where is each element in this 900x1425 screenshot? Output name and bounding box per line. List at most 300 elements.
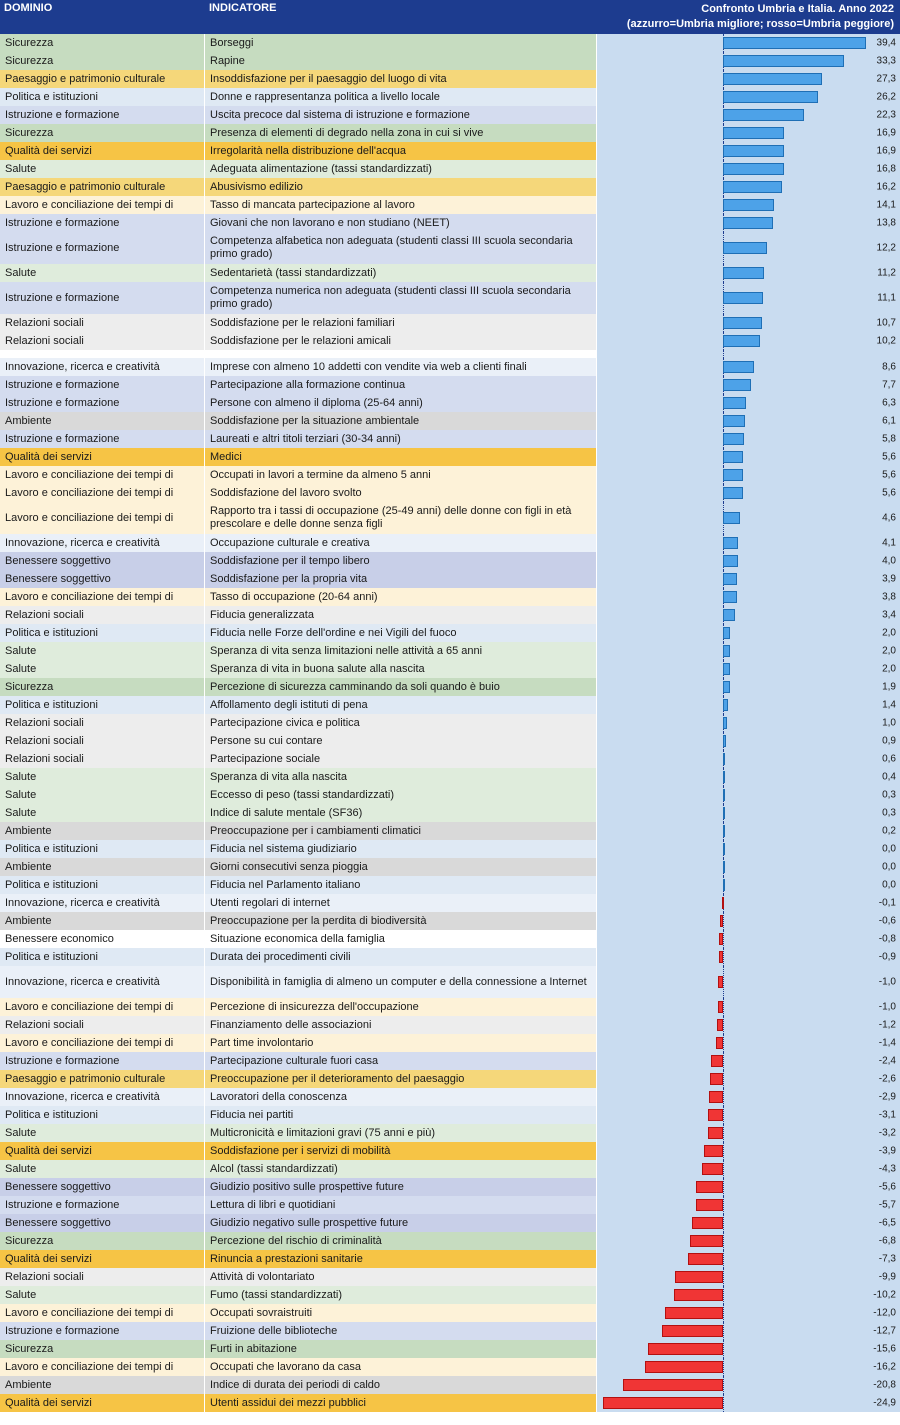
cell-bar [597,1016,900,1034]
cell-bar [597,1106,900,1124]
cell-dominio: Lavoro e conciliazione dei tempi di [0,588,205,606]
bar [723,735,726,747]
cell-dominio: Benessere soggettivo [0,1178,205,1196]
cell-bar [597,430,900,448]
bar [723,109,804,121]
cell-bar [597,552,900,570]
zero-axis [723,1358,724,1376]
cell-indicatore: Utenti assidui dei mezzi pubblici [205,1394,597,1412]
bar-value-label: -0,8 [878,933,896,945]
bar-value-label: 5,8 [882,433,896,445]
cell-dominio: Relazioni sociali [0,750,205,768]
bar-value-label: 0,0 [882,861,896,873]
table-row [0,70,900,88]
cell-bar [597,214,900,232]
table-row [0,1106,900,1124]
column-header-indicatore: INDICATORE [209,2,277,14]
cell-indicatore: Multicronicità e limitazioni gravi (75 anni e più) [205,1124,597,1142]
bar-value-label: -6,5 [878,1217,896,1229]
cell-bar [597,840,900,858]
cell-indicatore: Occupati in lavori a termine da almeno 5 anni [205,466,597,484]
cell-indicatore: Durata dei procedimenti civili [205,948,597,966]
cell-dominio: Lavoro e conciliazione dei tempi di [0,1358,205,1376]
zero-axis [723,1088,724,1106]
table-row [0,1268,900,1286]
table-row [0,214,900,232]
table-row [0,1358,900,1376]
table-row [0,448,900,466]
cell-bar [597,1340,900,1358]
cell-bar [597,1070,900,1088]
cell-dominio: Relazioni sociali [0,732,205,750]
table-row [0,466,900,484]
cell-bar [597,1034,900,1052]
zero-axis [723,1340,724,1358]
table-row [0,876,900,894]
cell-indicatore: Tasso di occupazione (20-64 anni) [205,588,597,606]
table-row [0,966,900,998]
bar-value-label: 0,0 [882,843,896,855]
table-row [0,750,900,768]
zero-axis [723,1196,724,1214]
chart-title-line1: Confronto Umbria e Italia. Anno 2022 [701,3,894,15]
zero-axis [723,1250,724,1268]
cell-bar [597,588,900,606]
bar-value-label: -6,8 [878,1235,896,1247]
table-row [0,840,900,858]
cell-dominio: Sicurezza [0,678,205,696]
cell-bar [597,1142,900,1160]
bar-value-label: 8,6 [882,361,896,373]
cell-dominio: Istruzione e formazione [0,1196,205,1214]
cell-indicatore: Partecipazione alla formazione continua [205,376,597,394]
bar-value-label: 4,0 [882,555,896,567]
cell-bar [597,570,900,588]
cell-dominio: Innovazione, ricerca e creatività [0,894,205,912]
zero-axis [723,1052,724,1070]
cell-bar [597,1088,900,1106]
bar-value-label: 16,9 [876,127,896,139]
cell-bar [597,534,900,552]
cell-dominio: Istruzione e formazione [0,376,205,394]
bar [690,1235,723,1247]
cell-bar [597,1250,900,1268]
table-row [0,1142,900,1160]
bar [603,1397,723,1409]
cell-indicatore: Giudizio negativo sulle prospettive future [205,1214,597,1232]
bar [723,469,743,481]
cell-dominio: Ambiente [0,858,205,876]
table-row [0,124,900,142]
cell-dominio: Politica e istituzioni [0,1106,205,1124]
table-row [0,376,900,394]
bar-value-label: 5,6 [882,451,896,463]
cell-bar [597,196,900,214]
cell-bar [597,70,900,88]
bar [719,933,723,945]
bar-value-label: -24,9 [873,1397,896,1409]
table-row [0,912,900,930]
cell-indicatore: Persone con almeno il diploma (25-64 anni) [205,394,597,412]
bar-value-label: 11,2 [877,267,896,279]
cell-bar [597,1052,900,1070]
bar [723,292,763,304]
table-row [0,858,900,876]
cell-indicatore: Soddisfazione per la situazione ambientale [205,412,597,430]
chart-title [597,0,900,34]
cell-dominio: Benessere economico [0,930,205,948]
bar [723,591,737,603]
cell-indicatore: Part time involontario [205,1034,597,1052]
bar [708,1127,723,1139]
cell-indicatore: Percezione di insicurezza dell'occupazione [205,998,597,1016]
cell-dominio: Lavoro e conciliazione dei tempi di [0,1304,205,1322]
cell-dominio: Istruzione e formazione [0,1322,205,1340]
cell-indicatore: Giorni consecutivi senza pioggia [205,858,597,876]
table-row [0,142,900,160]
cell-bar [597,1178,900,1196]
zero-axis [723,1106,724,1124]
table-row [0,1340,900,1358]
cell-dominio: Istruzione e formazione [0,232,205,264]
cell-dominio: Relazioni sociali [0,314,205,332]
bar [704,1145,723,1157]
bar-value-label: 4,6 [882,512,896,524]
table-row [0,484,900,502]
bar [723,487,743,499]
cell-bar [597,948,900,966]
table-row [0,196,900,214]
bar-value-label: 0,4 [882,771,896,783]
bar [723,267,764,279]
cell-dominio: Relazioni sociali [0,1016,205,1034]
table-row [0,534,900,552]
cell-bar [597,448,900,466]
bar [723,415,745,427]
cell-bar [597,858,900,876]
bar-value-label: -1,0 [878,1001,896,1013]
chart-rows [0,34,900,1412]
zero-axis [723,1286,724,1304]
table-row [0,1232,900,1250]
cell-dominio: Salute [0,264,205,282]
bar [723,163,784,175]
table-row [0,768,900,786]
cell-indicatore: Laureati e altri titoli terziari (30-34 anni) [205,430,597,448]
bar [723,361,754,373]
cell-bar [597,502,900,534]
table-row [0,358,900,376]
cell-indicatore: Donne e rappresentanza politica a livello locale [205,88,597,106]
bar [722,897,724,909]
cell-indicatore: Attività di volontariato [205,1268,597,1286]
bar-value-label: 16,8 [876,163,896,175]
bar [718,976,723,988]
bar [723,663,730,675]
table-row [0,1088,900,1106]
bar [723,771,725,783]
cell-indicatore: Finanziamento delle associazioni [205,1016,597,1034]
bar [723,73,822,85]
bar [723,537,738,549]
table-row [0,1124,900,1142]
cell-indicatore: Preoccupazione per la perdita di biodiversità [205,912,597,930]
table-row [0,1196,900,1214]
table-row [0,894,900,912]
bar-value-label: 13,8 [876,217,896,229]
zero-axis [723,948,724,966]
bar [723,145,784,157]
table-row [0,1322,900,1340]
bar-value-label: 7,7 [882,379,896,391]
bar [716,1037,723,1049]
cell-bar [597,124,900,142]
cell-bar [597,1160,900,1178]
cell-bar [597,1268,900,1286]
bar-value-label: -0,9 [878,951,896,963]
cell-bar [597,142,900,160]
zero-axis [723,1214,724,1232]
cell-indicatore: Tasso di mancata partecipazione al lavoro [205,196,597,214]
cell-dominio: Lavoro e conciliazione dei tempi di [0,196,205,214]
table-row [0,52,900,70]
cell-indicatore: Speranza di vita alla nascita [205,768,597,786]
bar-value-label: 14,1 [876,199,896,211]
cell-indicatore: Percezione di sicurezza camminando da soli quando è buio [205,678,597,696]
bar-value-label: -9,9 [878,1271,896,1283]
cell-bar [597,804,900,822]
bar-value-label: 5,6 [882,487,896,499]
cell-dominio: Politica e istituzioni [0,840,205,858]
cell-bar [597,52,900,70]
cell-dominio: Salute [0,768,205,786]
cell-indicatore: Situazione economica della famiglia [205,930,597,948]
cell-indicatore: Adeguata alimentazione (tassi standardizzati) [205,160,597,178]
bar [709,1091,723,1103]
bar [723,127,784,139]
cell-bar [597,282,900,314]
cell-dominio: Istruzione e formazione [0,430,205,448]
bar-value-label: -5,7 [878,1199,896,1211]
cell-dominio: Innovazione, ricerca e creatività [0,1088,205,1106]
cell-dominio: Istruzione e formazione [0,106,205,124]
bar [723,199,774,211]
cell-dominio: Qualità dei servizi [0,1394,205,1412]
bar [723,512,740,524]
zero-axis [723,1016,724,1034]
bar-value-label: -3,9 [878,1145,896,1157]
cell-dominio: Benessere soggettivo [0,552,205,570]
cell-indicatore: Occupazione culturale e creativa [205,534,597,552]
cell-dominio: Relazioni sociali [0,606,205,624]
zero-axis [723,1178,724,1196]
bar [723,699,728,711]
bar-value-label: 3,4 [882,609,896,621]
table-row [0,678,900,696]
bar [723,843,725,855]
bar-value-label: -16,2 [873,1361,896,1373]
cell-indicatore: Soddisfazione per la propria vita [205,570,597,588]
cell-indicatore: Abusivismo edilizio [205,178,597,196]
bar-value-label: 26,2 [876,91,896,103]
cell-dominio: Politica e istituzioni [0,696,205,714]
cell-indicatore: Insoddisfazione per il paesaggio del luogo di vita [205,70,597,88]
bar [711,1055,723,1067]
cell-bar [597,1304,900,1322]
table-row [0,930,900,948]
bar-value-label: 0,0 [882,879,896,891]
table-row [0,1160,900,1178]
cell-indicatore: Borseggi [205,34,597,52]
zero-axis [723,1070,724,1088]
cell-bar [597,966,900,998]
bar-value-label: -2,6 [878,1073,896,1085]
bar-value-label: 0,6 [882,753,896,765]
cell-bar [597,394,900,412]
table-row [0,588,900,606]
cell-indicatore: Soddisfazione del lavoro svolto [205,484,597,502]
bar [702,1163,723,1175]
cell-indicatore: Partecipazione sociale [205,750,597,768]
table-row [0,34,900,52]
cell-dominio: Salute [0,1124,205,1142]
bar [723,91,818,103]
bar-value-label: 1,0 [882,717,896,729]
bar [723,573,737,585]
bar-value-label: 12,2 [876,242,896,254]
bar [708,1109,723,1121]
cell-dominio: Ambiente [0,912,205,930]
cell-dominio: Sicurezza [0,1232,205,1250]
cell-indicatore: Indice di durata dei periodi di caldo [205,1376,597,1394]
table-row [0,232,900,264]
column-header-dominio: DOMINIO [4,2,53,14]
bar [723,789,725,801]
cell-indicatore: Uscita precoce dal sistema di istruzione e formazione [205,106,597,124]
bar-value-label: -2,4 [878,1055,896,1067]
cell-dominio: Qualità dei servizi [0,1142,205,1160]
zero-axis [723,998,724,1016]
cell-indicatore: Fiducia nel Parlamento italiano [205,876,597,894]
zero-axis [723,930,724,948]
bar-value-label: -12,0 [873,1307,896,1319]
cell-dominio: Politica e istituzioni [0,88,205,106]
cell-indicatore: Indice di salute mentale (SF36) [205,804,597,822]
cell-bar [597,484,900,502]
bar [719,951,723,963]
cell-bar [597,1358,900,1376]
cell-dominio: Ambiente [0,412,205,430]
table-row [0,502,900,534]
cell-indicatore: Furti in abitazione [205,1340,597,1358]
bar [623,1379,723,1391]
cell-indicatore: Occupati sovraistruiti [205,1304,597,1322]
table-row [0,178,900,196]
cell-bar [597,678,900,696]
cell-dominio: Istruzione e formazione [0,282,205,314]
bar-value-label: 22,3 [876,109,896,121]
zero-axis [723,1034,724,1052]
bar [723,181,782,193]
bar [675,1271,723,1283]
cell-bar [597,264,900,282]
table-row [0,714,900,732]
bar [723,335,760,347]
cell-dominio: Relazioni sociali [0,714,205,732]
zero-axis [723,912,724,930]
cell-bar [597,660,900,678]
bar-value-label: -1,2 [878,1019,896,1031]
bar [723,397,746,409]
table-row [0,786,900,804]
bar-value-label: -7,3 [878,1253,896,1265]
cell-dominio: Sicurezza [0,52,205,70]
cell-bar [597,358,900,376]
cell-indicatore: Speranza di vita senza limitazioni nelle attività a 65 anni [205,642,597,660]
cell-bar [597,998,900,1016]
zero-axis [723,1232,724,1250]
cell-bar [597,1214,900,1232]
cell-dominio: Salute [0,1286,205,1304]
bar-value-label: 39,4 [876,37,896,49]
table-row [0,624,900,642]
cell-indicatore: Soddisfazione per il tempo libero [205,552,597,570]
table-row [0,822,900,840]
cell-dominio: Ambiente [0,822,205,840]
cell-bar [597,232,900,264]
cell-indicatore: Lettura di libri e quotidiani [205,1196,597,1214]
cell-bar [597,642,900,660]
bar [723,645,730,657]
cell-indicatore: Partecipazione culturale fuori casa [205,1052,597,1070]
zero-axis [723,1160,724,1178]
cell-indicatore: Partecipazione civica e politica [205,714,597,732]
table-row [0,88,900,106]
cell-bar [597,34,900,52]
bar-value-label: 16,9 [876,145,896,157]
table-row [0,1052,900,1070]
cell-indicatore: Disponibilità in famiglia di almeno un computer e della connessione a Internet [205,966,597,998]
cell-dominio: Politica e istituzioni [0,876,205,894]
table-row [0,1376,900,1394]
cell-bar [597,768,900,786]
bar-value-label: 33,3 [876,55,896,67]
cell-dominio: Qualità dei servizi [0,1250,205,1268]
zero-axis [723,1376,724,1394]
cell-bar [597,876,900,894]
cell-indicatore: Fiducia nelle Forze dell'ordine e nei Vigili del fuoco [205,624,597,642]
bar-value-label: 0,3 [882,789,896,801]
cell-dominio: Politica e istituzioni [0,624,205,642]
table-row [0,412,900,430]
bar-value-label: -4,3 [878,1163,896,1175]
bar-value-label: 3,9 [882,573,896,585]
table-row [0,160,900,178]
cell-indicatore: Sedentarietà (tassi standardizzati) [205,264,597,282]
bar-value-label: -1,0 [878,976,896,988]
chart-title-legend: (azzurro=Umbria migliore; rosso=Umbria peggiore) [626,17,894,30]
cell-indicatore: Rapporto tra i tassi di occupazione (25-49 anni) delle donne con figli in età prescolare e delle donne senza figli [205,502,597,534]
bar-value-label: -20,8 [873,1379,896,1391]
bar-value-label: -2,9 [878,1091,896,1103]
cell-indicatore: Fiducia generalizzata [205,606,597,624]
table-row [0,552,900,570]
cell-indicatore: Speranza di vita in buona salute alla nascita [205,660,597,678]
table-row [0,106,900,124]
cell-indicatore: Eccesso di peso (tassi standardizzati) [205,786,597,804]
table-row [0,1394,900,1412]
cell-dominio: Istruzione e formazione [0,394,205,412]
